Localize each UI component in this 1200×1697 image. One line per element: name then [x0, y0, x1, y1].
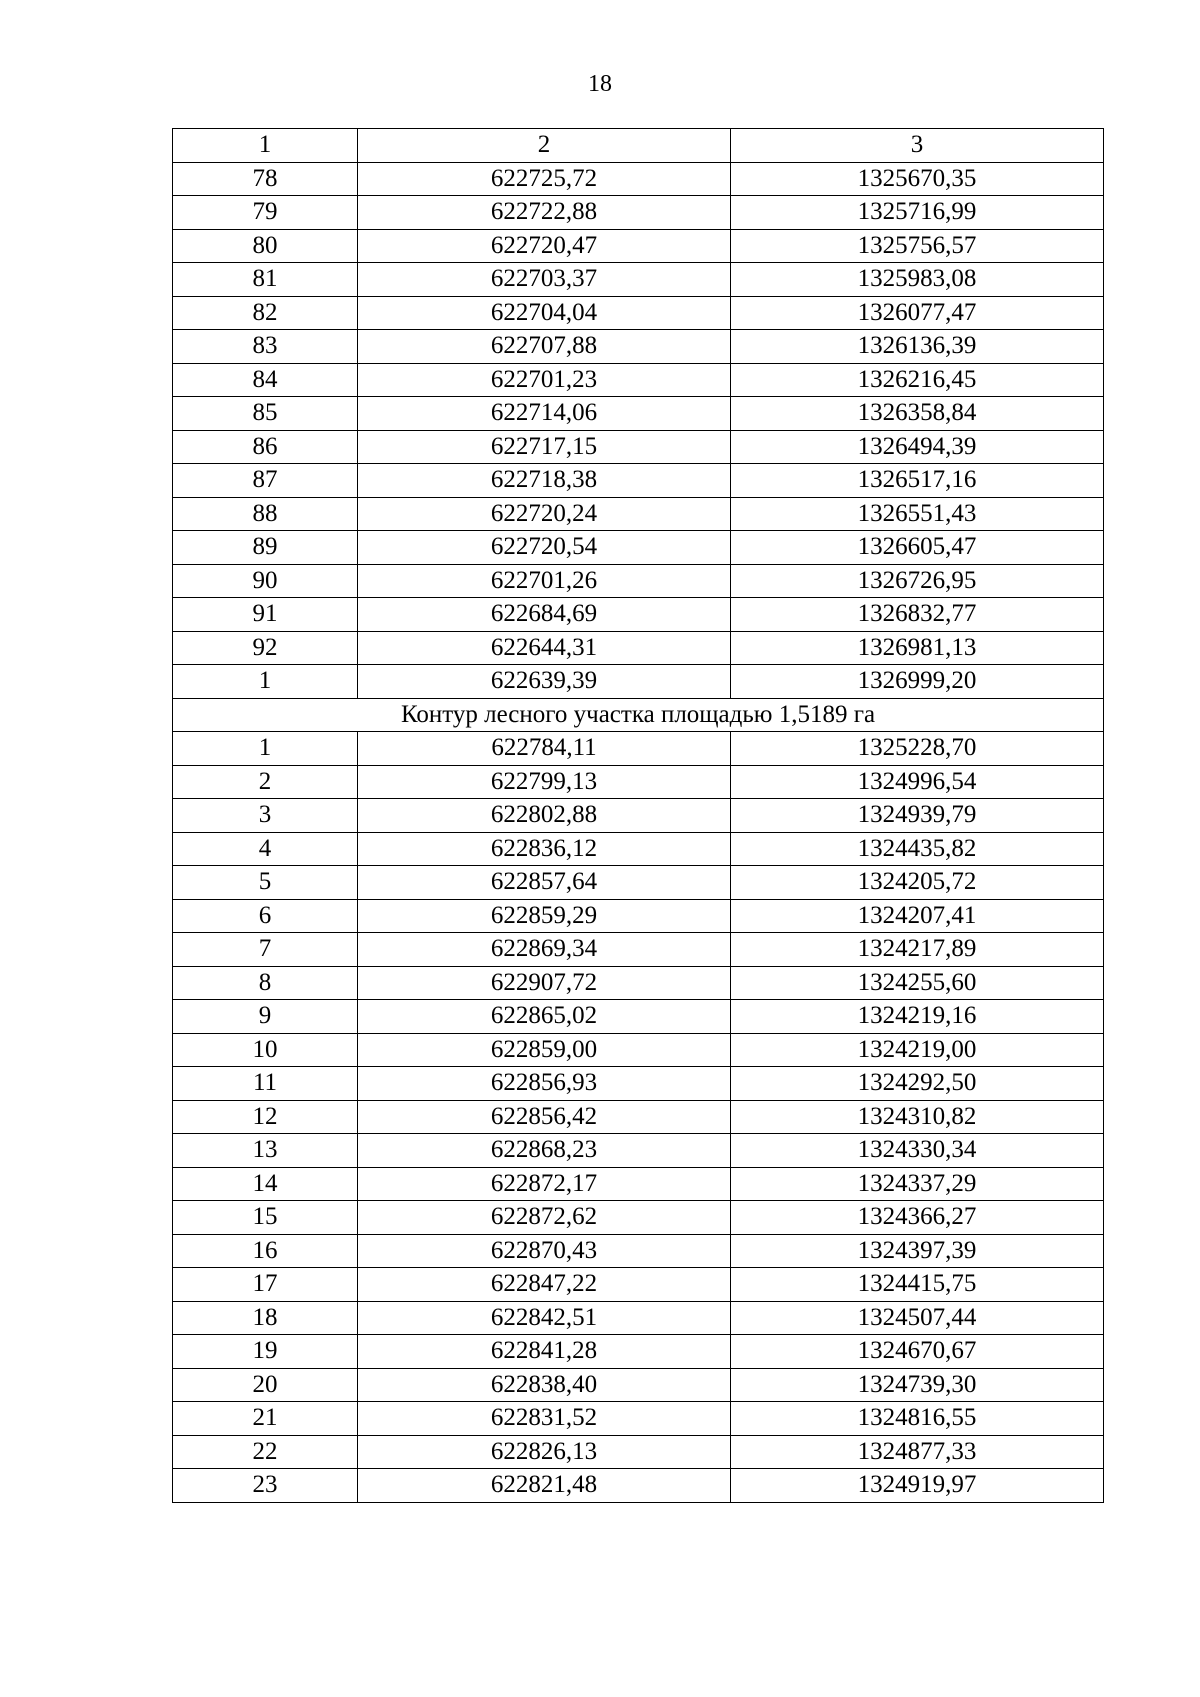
table-row: [173, 564, 1104, 598]
point-number-cell: 12: [173, 1100, 358, 1134]
point-number-cell: 4: [173, 832, 358, 866]
y-coordinate-cell: 1324939,79: [731, 799, 1104, 833]
table-row: [173, 363, 1104, 397]
x-coordinate-cell: 622784,11: [358, 732, 731, 766]
y-coordinate-cell: 1325670,35: [731, 162, 1104, 196]
table-row: [173, 732, 1104, 766]
table-row: [173, 598, 1104, 632]
table-row: [173, 1301, 1104, 1335]
point-number-cell: 1: [173, 732, 358, 766]
x-coordinate-cell: 622720,54: [358, 531, 731, 565]
point-number-cell: 83: [173, 330, 358, 364]
y-coordinate-cell: 1324207,41: [731, 899, 1104, 933]
x-coordinate-cell: 622842,51: [358, 1301, 731, 1335]
y-coordinate-cell: 1324816,55: [731, 1402, 1104, 1436]
point-number-cell: 11: [173, 1067, 358, 1101]
point-number-cell: 20: [173, 1368, 358, 1402]
x-coordinate-cell: 622720,24: [358, 497, 731, 531]
table-row: [173, 1100, 1104, 1134]
y-coordinate-cell: 1324415,75: [731, 1268, 1104, 1302]
y-coordinate-cell: 1324219,16: [731, 1000, 1104, 1034]
point-number-cell: 22: [173, 1435, 358, 1469]
x-coordinate-cell: 622714,06: [358, 397, 731, 431]
y-coordinate-cell: 1325983,08: [731, 263, 1104, 297]
x-coordinate-cell: 622802,88: [358, 799, 731, 833]
column-3-header: 3: [731, 129, 1104, 163]
x-coordinate-cell: 622865,02: [358, 1000, 731, 1034]
y-coordinate-cell: 1326551,43: [731, 497, 1104, 531]
y-coordinate-cell: 1325228,70: [731, 732, 1104, 766]
point-number-cell: 18: [173, 1301, 358, 1335]
table-row: [173, 1402, 1104, 1436]
point-number-cell: 84: [173, 363, 358, 397]
point-number-cell: 3: [173, 799, 358, 833]
table-row: [173, 866, 1104, 900]
point-number-cell: 23: [173, 1469, 358, 1503]
y-coordinate-cell: 1324435,82: [731, 832, 1104, 866]
table-row: [173, 296, 1104, 330]
table-row: [173, 1067, 1104, 1101]
point-number-cell: 7: [173, 933, 358, 967]
y-coordinate-cell: 1326358,84: [731, 397, 1104, 431]
contour-title-row: [173, 698, 1104, 732]
y-coordinate-cell: 1326605,47: [731, 531, 1104, 565]
y-coordinate-cell: 1324739,30: [731, 1368, 1104, 1402]
x-coordinate-cell: 622725,72: [358, 162, 731, 196]
x-coordinate-cell: 622720,47: [358, 229, 731, 263]
x-coordinate-cell: 622831,52: [358, 1402, 731, 1436]
x-coordinate-cell: 622717,15: [358, 430, 731, 464]
y-coordinate-cell: 1326216,45: [731, 363, 1104, 397]
x-coordinate-cell: 622684,69: [358, 598, 731, 632]
y-coordinate-cell: 1325716,99: [731, 196, 1104, 230]
x-coordinate-cell: 622703,37: [358, 263, 731, 297]
y-coordinate-cell: 1324219,00: [731, 1033, 1104, 1067]
x-coordinate-cell: 622701,23: [358, 363, 731, 397]
table-row: [173, 162, 1104, 196]
table-row: [173, 832, 1104, 866]
x-coordinate-cell: 622701,26: [358, 564, 731, 598]
y-coordinate-cell: 1324996,54: [731, 765, 1104, 799]
table-row: [173, 765, 1104, 799]
x-coordinate-cell: 622704,04: [358, 296, 731, 330]
point-number-cell: 5: [173, 866, 358, 900]
table-row: [173, 665, 1104, 699]
table-row: [173, 330, 1104, 364]
x-coordinate-cell: 622836,12: [358, 832, 731, 866]
page-number: 18: [588, 71, 612, 97]
x-coordinate-cell: 622707,88: [358, 330, 731, 364]
table-row: [173, 631, 1104, 665]
table-row: [173, 531, 1104, 565]
point-number-cell: 82: [173, 296, 358, 330]
y-coordinate-cell: 1326999,20: [731, 665, 1104, 699]
coordinates-table: [172, 128, 1104, 1503]
x-coordinate-cell: 622718,38: [358, 464, 731, 498]
table-row: [173, 464, 1104, 498]
table-row: [173, 1033, 1104, 1067]
table-row: [173, 933, 1104, 967]
table-row: [173, 1469, 1104, 1503]
y-coordinate-cell: 1324255,60: [731, 966, 1104, 1000]
x-coordinate-cell: 622869,34: [358, 933, 731, 967]
table-row: [173, 397, 1104, 431]
table-row: [173, 1201, 1104, 1235]
y-coordinate-cell: 1324292,50: [731, 1067, 1104, 1101]
y-coordinate-cell: 1326077,47: [731, 296, 1104, 330]
point-number-cell: 85: [173, 397, 358, 431]
y-coordinate-cell: 1324919,97: [731, 1469, 1104, 1503]
point-number-cell: 21: [173, 1402, 358, 1436]
point-number-cell: 13: [173, 1134, 358, 1168]
point-number-cell: 10: [173, 1033, 358, 1067]
table-row: [173, 263, 1104, 297]
x-coordinate-cell: 622821,48: [358, 1469, 731, 1503]
column-2-header: 2: [358, 129, 731, 163]
point-number-cell: 88: [173, 497, 358, 531]
table-row: [173, 229, 1104, 263]
point-number-cell: 89: [173, 531, 358, 565]
point-number-cell: 91: [173, 598, 358, 632]
x-coordinate-cell: 622907,72: [358, 966, 731, 1000]
y-coordinate-cell: 1326832,77: [731, 598, 1104, 632]
x-coordinate-cell: 622722,88: [358, 196, 731, 230]
x-coordinate-cell: 622857,64: [358, 866, 731, 900]
x-coordinate-cell: 622859,00: [358, 1033, 731, 1067]
point-number-cell: 17: [173, 1268, 358, 1302]
table-row: [173, 1268, 1104, 1302]
point-number-cell: 2: [173, 765, 358, 799]
table-row: [173, 1000, 1104, 1034]
table-row: [173, 1167, 1104, 1201]
y-coordinate-cell: 1324877,33: [731, 1435, 1104, 1469]
x-coordinate-cell: 622799,13: [358, 765, 731, 799]
x-coordinate-cell: 622856,42: [358, 1100, 731, 1134]
y-coordinate-cell: 1325756,57: [731, 229, 1104, 263]
table-row: [173, 899, 1104, 933]
point-number-cell: 19: [173, 1335, 358, 1369]
y-coordinate-cell: 1326517,16: [731, 464, 1104, 498]
x-coordinate-cell: 622856,93: [358, 1067, 731, 1101]
table-row: [173, 196, 1104, 230]
table-row: [173, 1368, 1104, 1402]
point-number-cell: 9: [173, 1000, 358, 1034]
column-1-header: 1: [173, 129, 358, 163]
point-number-cell: 8: [173, 966, 358, 1000]
table-row: [173, 966, 1104, 1000]
x-coordinate-cell: 622847,22: [358, 1268, 731, 1302]
x-coordinate-cell: 622868,23: [358, 1134, 731, 1168]
point-number-cell: 1: [173, 665, 358, 699]
point-number-cell: 92: [173, 631, 358, 665]
table-row: [173, 497, 1104, 531]
point-number-cell: 6: [173, 899, 358, 933]
y-coordinate-cell: 1326136,39: [731, 330, 1104, 364]
y-coordinate-cell: 1324397,39: [731, 1234, 1104, 1268]
y-coordinate-cell: 1324337,29: [731, 1167, 1104, 1201]
x-coordinate-cell: 622838,40: [358, 1368, 731, 1402]
y-coordinate-cell: 1326726,95: [731, 564, 1104, 598]
y-coordinate-cell: 1324217,89: [731, 933, 1104, 967]
x-coordinate-cell: 622859,29: [358, 899, 731, 933]
x-coordinate-cell: 622639,39: [358, 665, 731, 699]
y-coordinate-cell: 1324670,67: [731, 1335, 1104, 1369]
table-row: [173, 1435, 1104, 1469]
contour-title: Контур лесного участка площадью 1,5189 га: [173, 698, 1104, 732]
x-coordinate-cell: 622872,62: [358, 1201, 731, 1235]
y-coordinate-cell: 1324507,44: [731, 1301, 1104, 1335]
point-number-cell: 81: [173, 263, 358, 297]
point-number-cell: 86: [173, 430, 358, 464]
point-number-cell: 78: [173, 162, 358, 196]
x-coordinate-cell: 622826,13: [358, 1435, 731, 1469]
y-coordinate-cell: 1324330,34: [731, 1134, 1104, 1168]
column-number-header-row: [173, 129, 1104, 163]
point-number-cell: 90: [173, 564, 358, 598]
y-coordinate-cell: 1324366,27: [731, 1201, 1104, 1235]
table-row: [173, 1335, 1104, 1369]
table-row: [173, 430, 1104, 464]
x-coordinate-cell: 622841,28: [358, 1335, 731, 1369]
y-coordinate-cell: 1326494,39: [731, 430, 1104, 464]
table-row: [173, 1134, 1104, 1168]
table-row: [173, 799, 1104, 833]
point-number-cell: 15: [173, 1201, 358, 1235]
coordinates-table-body: [173, 129, 1104, 1503]
x-coordinate-cell: 622644,31: [358, 631, 731, 665]
y-coordinate-cell: 1326981,13: [731, 631, 1104, 665]
table-row: [173, 1234, 1104, 1268]
x-coordinate-cell: 622870,43: [358, 1234, 731, 1268]
point-number-cell: 80: [173, 229, 358, 263]
point-number-cell: 16: [173, 1234, 358, 1268]
point-number-cell: 87: [173, 464, 358, 498]
point-number-cell: 14: [173, 1167, 358, 1201]
point-number-cell: 79: [173, 196, 358, 230]
y-coordinate-cell: 1324310,82: [731, 1100, 1104, 1134]
y-coordinate-cell: 1324205,72: [731, 866, 1104, 900]
x-coordinate-cell: 622872,17: [358, 1167, 731, 1201]
